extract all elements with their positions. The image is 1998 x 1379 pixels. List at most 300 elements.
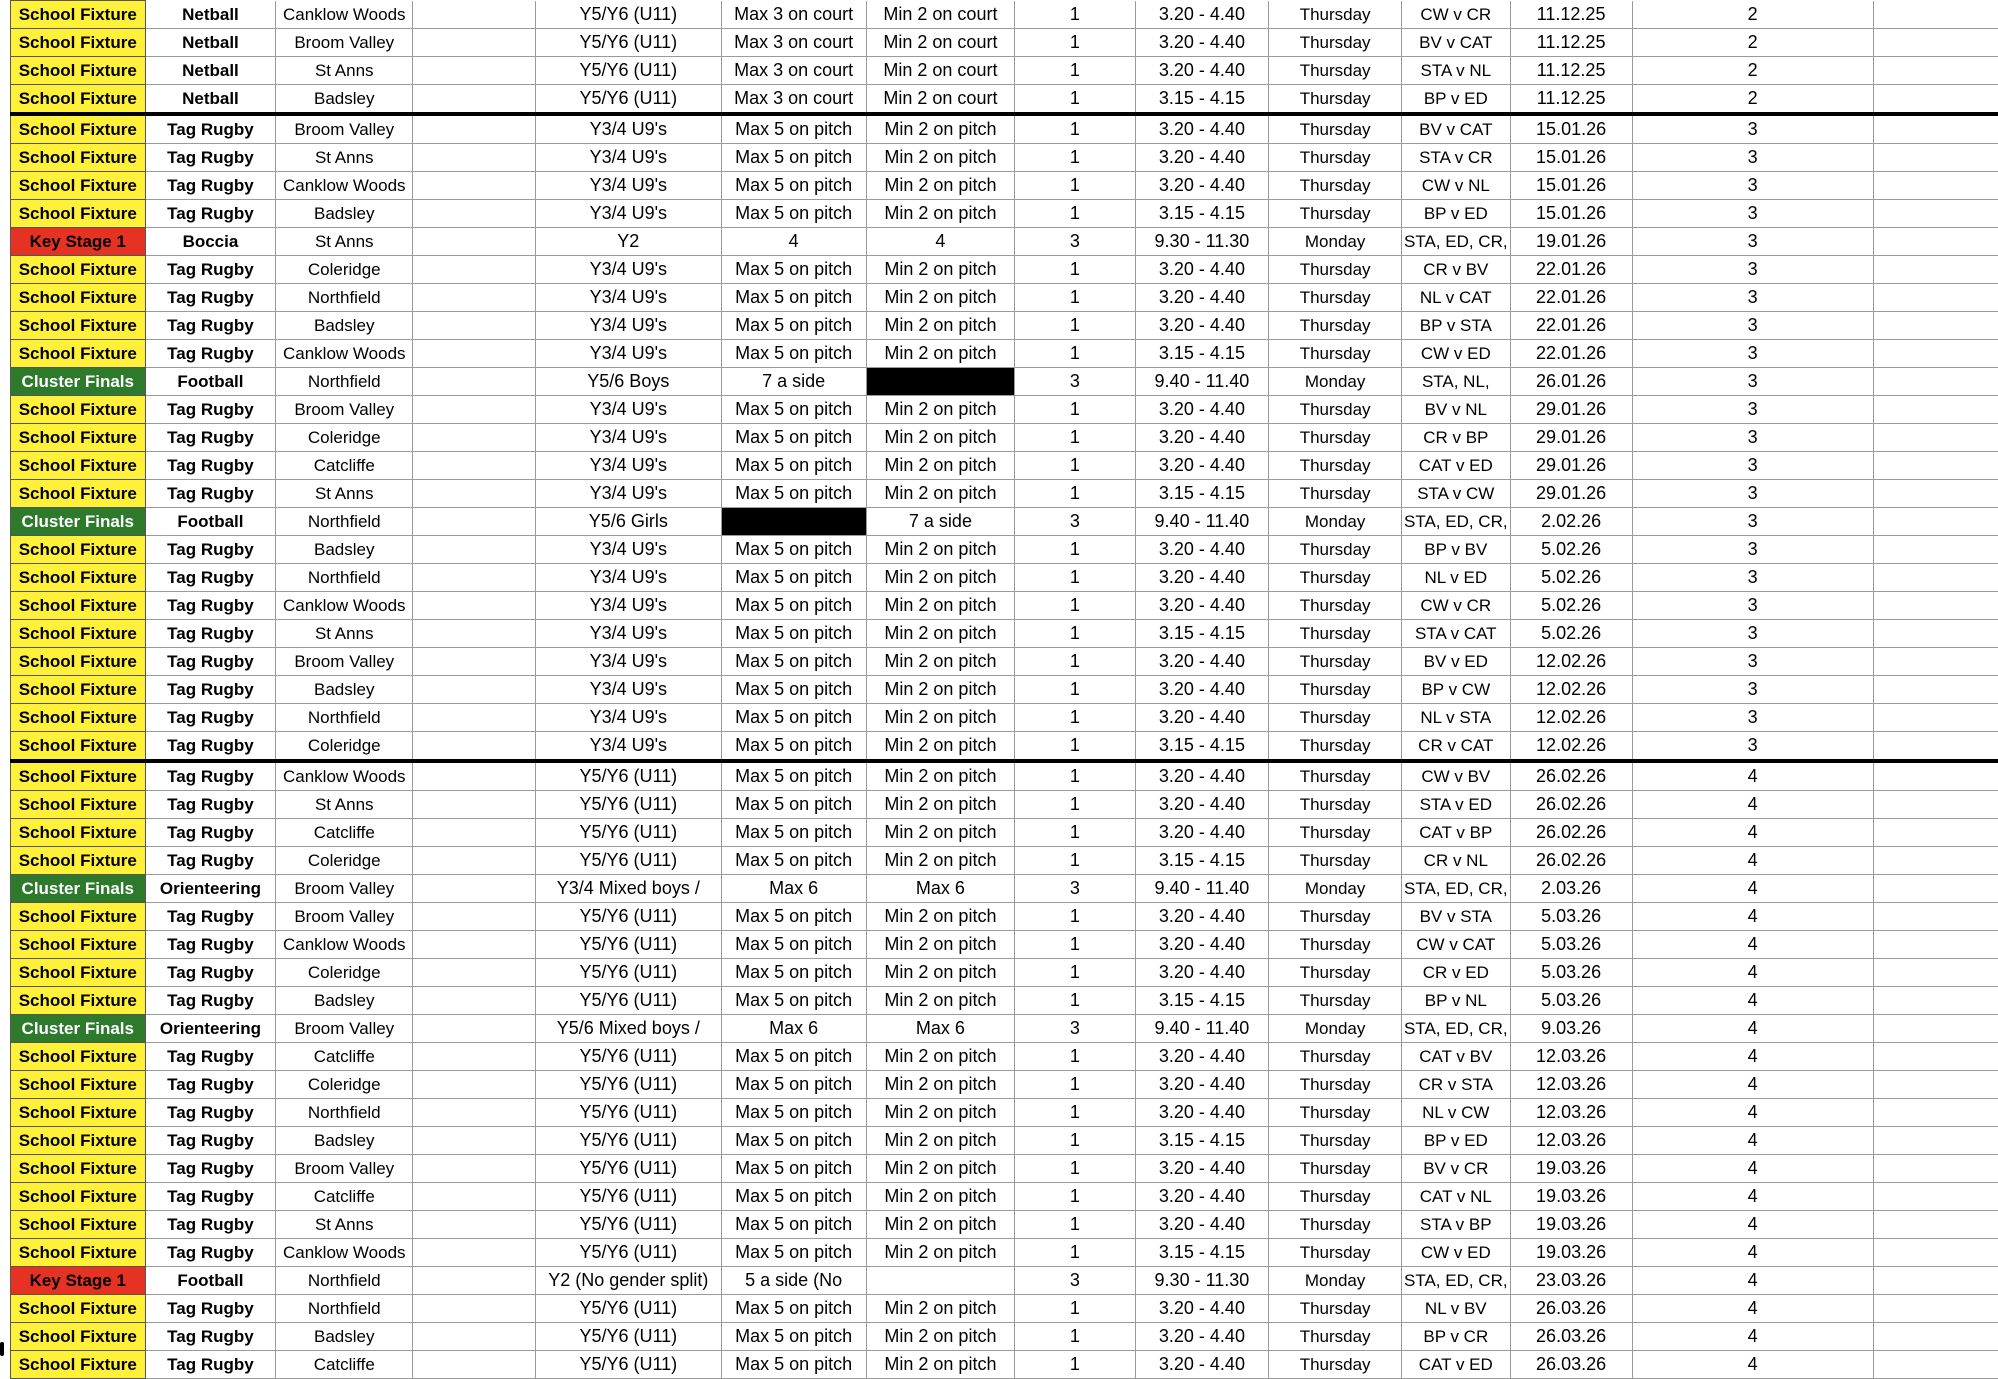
date-cell[interactable]: 19.03.26: [1510, 1211, 1632, 1239]
term-cell[interactable]: 3: [1632, 172, 1873, 200]
teams-cell[interactable]: BV v NL: [1402, 396, 1511, 424]
count-cell[interactable]: 1: [1015, 704, 1136, 732]
empty-cell[interactable]: [413, 732, 536, 762]
count-cell[interactable]: 1: [1015, 536, 1136, 564]
teams-cell[interactable]: BV v STA: [1402, 903, 1511, 931]
age-group-cell[interactable]: Y5/Y6 (U11): [536, 903, 721, 931]
date-cell[interactable]: 12.03.26: [1510, 1071, 1632, 1099]
activity-cell[interactable]: Tag Rugby: [145, 1127, 276, 1155]
day-cell[interactable]: Thursday: [1269, 114, 1402, 144]
empty-cell[interactable]: [413, 1351, 536, 1379]
term-cell[interactable]: 3: [1632, 676, 1873, 704]
day-cell[interactable]: Thursday: [1269, 1239, 1402, 1267]
category-cell[interactable]: School Fixture: [11, 791, 146, 819]
date-cell[interactable]: 2.03.26: [1510, 875, 1632, 903]
age-group-cell[interactable]: Y3/4 U9's: [536, 648, 721, 676]
time-cell[interactable]: 3.20 - 4.40: [1135, 1351, 1269, 1379]
spare-cell[interactable]: [1873, 340, 1998, 368]
activity-cell[interactable]: Netball: [145, 29, 276, 57]
term-cell[interactable]: 4: [1632, 791, 1873, 819]
time-cell[interactable]: 3.20 - 4.40: [1135, 452, 1269, 480]
term-cell[interactable]: 4: [1632, 959, 1873, 987]
venue-cell[interactable]: Catcliffe: [276, 1351, 413, 1379]
day-cell[interactable]: Thursday: [1269, 704, 1402, 732]
time-cell[interactable]: 3.15 - 4.15: [1135, 1239, 1269, 1267]
venue-cell[interactable]: Canklow Woods: [276, 592, 413, 620]
count-cell[interactable]: 1: [1015, 144, 1136, 172]
time-cell[interactable]: 3.20 - 4.40: [1135, 1155, 1269, 1183]
time-cell[interactable]: 3.20 - 4.40: [1135, 1043, 1269, 1071]
teams-cell[interactable]: CAT v ED: [1402, 1351, 1511, 1379]
teams-cell[interactable]: BP v CR: [1402, 1323, 1511, 1351]
spare-cell[interactable]: [1873, 791, 1998, 819]
category-cell[interactable]: School Fixture: [11, 480, 146, 508]
count-cell[interactable]: 1: [1015, 1071, 1136, 1099]
age-group-cell[interactable]: Y5/Y6 (U11): [536, 819, 721, 847]
term-cell[interactable]: 4: [1632, 1267, 1873, 1295]
spare-cell[interactable]: [1873, 114, 1998, 144]
teams-cell[interactable]: CR v NL: [1402, 847, 1511, 875]
min-players-cell[interactable]: Min 2 on pitch: [866, 452, 1014, 480]
max-players-cell[interactable]: Max 5 on pitch: [721, 1351, 866, 1379]
age-group-cell[interactable]: Y3/4 U9's: [536, 536, 721, 564]
venue-cell[interactable]: Canklow Woods: [276, 172, 413, 200]
activity-cell[interactable]: Tag Rugby: [145, 1043, 276, 1071]
term-cell[interactable]: 3: [1632, 396, 1873, 424]
activity-cell[interactable]: Tag Rugby: [145, 704, 276, 732]
venue-cell[interactable]: Broom Valley: [276, 114, 413, 144]
max-players-cell[interactable]: Max 5 on pitch: [721, 1127, 866, 1155]
teams-cell[interactable]: BP v NL: [1402, 987, 1511, 1015]
term-cell[interactable]: 4: [1632, 875, 1873, 903]
term-cell[interactable]: 4: [1632, 903, 1873, 931]
empty-cell[interactable]: [413, 1127, 536, 1155]
venue-cell[interactable]: Badsley: [276, 1323, 413, 1351]
venue-cell[interactable]: St Anns: [276, 480, 413, 508]
count-cell[interactable]: 1: [1015, 312, 1136, 340]
venue-cell[interactable]: Catcliffe: [276, 452, 413, 480]
time-cell[interactable]: 3.20 - 4.40: [1135, 791, 1269, 819]
teams-cell[interactable]: CW v ED: [1402, 1239, 1511, 1267]
day-cell[interactable]: Thursday: [1269, 564, 1402, 592]
date-cell[interactable]: 26.01.26: [1510, 368, 1632, 396]
venue-cell[interactable]: Broom Valley: [276, 875, 413, 903]
category-cell[interactable]: Cluster Finals: [11, 508, 146, 536]
term-cell[interactable]: 4: [1632, 1211, 1873, 1239]
date-cell[interactable]: 22.01.26: [1510, 284, 1632, 312]
age-group-cell[interactable]: Y5/Y6 (U11): [536, 931, 721, 959]
category-cell[interactable]: School Fixture: [11, 256, 146, 284]
day-cell[interactable]: Monday: [1269, 1015, 1402, 1043]
category-cell[interactable]: School Fixture: [11, 1323, 146, 1351]
day-cell[interactable]: Thursday: [1269, 1211, 1402, 1239]
age-group-cell[interactable]: Y3/4 U9's: [536, 114, 721, 144]
spare-cell[interactable]: [1873, 648, 1998, 676]
min-players-cell[interactable]: Min 2 on pitch: [866, 761, 1014, 791]
activity-cell[interactable]: Tag Rugby: [145, 1071, 276, 1099]
time-cell[interactable]: 3.15 - 4.15: [1135, 987, 1269, 1015]
teams-cell[interactable]: CR v STA: [1402, 1071, 1511, 1099]
age-group-cell[interactable]: Y5/Y6 (U11): [536, 1351, 721, 1379]
activity-cell[interactable]: Tag Rugby: [145, 732, 276, 762]
min-players-cell[interactable]: Min 2 on pitch: [866, 1351, 1014, 1379]
activity-cell[interactable]: Orienteering: [145, 1015, 276, 1043]
day-cell[interactable]: Thursday: [1269, 57, 1402, 85]
date-cell[interactable]: 22.01.26: [1510, 312, 1632, 340]
activity-cell[interactable]: Tag Rugby: [145, 676, 276, 704]
term-cell[interactable]: 3: [1632, 704, 1873, 732]
teams-cell[interactable]: STA v CR: [1402, 144, 1511, 172]
term-cell[interactable]: 4: [1632, 1071, 1873, 1099]
min-players-cell[interactable]: Max 6: [866, 875, 1014, 903]
empty-cell[interactable]: [413, 452, 536, 480]
term-cell[interactable]: 2: [1632, 29, 1873, 57]
min-players-cell[interactable]: Min 2 on pitch: [866, 676, 1014, 704]
day-cell[interactable]: Thursday: [1269, 592, 1402, 620]
max-players-cell[interactable]: Max 5 on pitch: [721, 1323, 866, 1351]
category-cell[interactable]: School Fixture: [11, 85, 146, 115]
min-players-cell[interactable]: Max 6: [866, 1015, 1014, 1043]
spare-cell[interactable]: [1873, 508, 1998, 536]
spare-cell[interactable]: [1873, 1295, 1998, 1323]
max-players-cell[interactable]: [721, 508, 866, 536]
activity-cell[interactable]: Netball: [145, 1, 276, 29]
min-players-cell[interactable]: Min 2 on pitch: [866, 648, 1014, 676]
time-cell[interactable]: 3.20 - 4.40: [1135, 761, 1269, 791]
date-cell[interactable]: 12.02.26: [1510, 704, 1632, 732]
time-cell[interactable]: 3.15 - 4.15: [1135, 480, 1269, 508]
date-cell[interactable]: 12.03.26: [1510, 1043, 1632, 1071]
max-players-cell[interactable]: Max 5 on pitch: [721, 396, 866, 424]
venue-cell[interactable]: Northfield: [276, 368, 413, 396]
count-cell[interactable]: 1: [1015, 592, 1136, 620]
count-cell[interactable]: 1: [1015, 57, 1136, 85]
min-players-cell[interactable]: Min 2 on pitch: [866, 791, 1014, 819]
count-cell[interactable]: 3: [1015, 1267, 1136, 1295]
count-cell[interactable]: 1: [1015, 847, 1136, 875]
age-group-cell[interactable]: Y5/6 Boys: [536, 368, 721, 396]
activity-cell[interactable]: Tag Rugby: [145, 564, 276, 592]
teams-cell[interactable]: STA v BP: [1402, 1211, 1511, 1239]
age-group-cell[interactable]: Y5/Y6 (U11): [536, 987, 721, 1015]
venue-cell[interactable]: Catcliffe: [276, 1183, 413, 1211]
count-cell[interactable]: 1: [1015, 480, 1136, 508]
venue-cell[interactable]: St Anns: [276, 144, 413, 172]
date-cell[interactable]: 5.02.26: [1510, 592, 1632, 620]
min-players-cell[interactable]: Min 2 on pitch: [866, 312, 1014, 340]
category-cell[interactable]: Key Stage 1: [11, 228, 146, 256]
max-players-cell[interactable]: Max 5 on pitch: [721, 1183, 866, 1211]
spare-cell[interactable]: [1873, 1015, 1998, 1043]
term-cell[interactable]: 3: [1632, 508, 1873, 536]
date-cell[interactable]: 26.03.26: [1510, 1351, 1632, 1379]
venue-cell[interactable]: Badsley: [276, 987, 413, 1015]
time-cell[interactable]: 3.15 - 4.15: [1135, 85, 1269, 115]
venue-cell[interactable]: Northfield: [276, 1295, 413, 1323]
venue-cell[interactable]: Coleridge: [276, 732, 413, 762]
min-players-cell[interactable]: Min 2 on pitch: [866, 931, 1014, 959]
category-cell[interactable]: School Fixture: [11, 676, 146, 704]
max-players-cell[interactable]: 5 a side (No: [721, 1267, 866, 1295]
empty-cell[interactable]: [413, 424, 536, 452]
age-group-cell[interactable]: Y3/4 U9's: [536, 732, 721, 762]
time-cell[interactable]: 3.15 - 4.15: [1135, 847, 1269, 875]
empty-cell[interactable]: [413, 1015, 536, 1043]
venue-cell[interactable]: Coleridge: [276, 847, 413, 875]
max-players-cell[interactable]: Max 5 on pitch: [721, 480, 866, 508]
venue-cell[interactable]: Badsley: [276, 312, 413, 340]
term-cell[interactable]: 3: [1632, 452, 1873, 480]
day-cell[interactable]: Thursday: [1269, 85, 1402, 115]
max-players-cell[interactable]: Max 6: [721, 875, 866, 903]
teams-cell[interactable]: BV v CR: [1402, 1155, 1511, 1183]
count-cell[interactable]: 1: [1015, 396, 1136, 424]
time-cell[interactable]: 3.15 - 4.15: [1135, 1127, 1269, 1155]
time-cell[interactable]: 3.15 - 4.15: [1135, 732, 1269, 762]
term-cell[interactable]: 3: [1632, 732, 1873, 762]
activity-cell[interactable]: Tag Rugby: [145, 931, 276, 959]
term-cell[interactable]: 2: [1632, 57, 1873, 85]
teams-cell[interactable]: STA, ED, CR,: [1402, 1267, 1511, 1295]
activity-cell[interactable]: Tag Rugby: [145, 396, 276, 424]
term-cell[interactable]: 4: [1632, 987, 1873, 1015]
day-cell[interactable]: Monday: [1269, 508, 1402, 536]
max-players-cell[interactable]: Max 6: [721, 1015, 866, 1043]
empty-cell[interactable]: [413, 284, 536, 312]
time-cell[interactable]: 3.20 - 4.40: [1135, 648, 1269, 676]
age-group-cell[interactable]: Y5/Y6 (U11): [536, 1127, 721, 1155]
time-cell[interactable]: 3.20 - 4.40: [1135, 1211, 1269, 1239]
day-cell[interactable]: Thursday: [1269, 1295, 1402, 1323]
spare-cell[interactable]: [1873, 144, 1998, 172]
max-players-cell[interactable]: Max 5 on pitch: [721, 819, 866, 847]
activity-cell[interactable]: Tag Rugby: [145, 592, 276, 620]
age-group-cell[interactable]: Y5/6 Mixed boys /: [536, 1015, 721, 1043]
term-cell[interactable]: 3: [1632, 424, 1873, 452]
date-cell[interactable]: 26.02.26: [1510, 847, 1632, 875]
time-cell[interactable]: 3.15 - 4.15: [1135, 620, 1269, 648]
activity-cell[interactable]: Tag Rugby: [145, 172, 276, 200]
category-cell[interactable]: School Fixture: [11, 1099, 146, 1127]
min-players-cell[interactable]: Min 2 on court: [866, 29, 1014, 57]
max-players-cell[interactable]: Max 5 on pitch: [721, 648, 866, 676]
min-players-cell[interactable]: Min 2 on pitch: [866, 256, 1014, 284]
empty-cell[interactable]: [413, 1071, 536, 1099]
age-group-cell[interactable]: Y5/Y6 (U11): [536, 1183, 721, 1211]
count-cell[interactable]: 3: [1015, 1015, 1136, 1043]
spare-cell[interactable]: [1873, 564, 1998, 592]
time-cell[interactable]: 3.20 - 4.40: [1135, 564, 1269, 592]
term-cell[interactable]: 4: [1632, 1323, 1873, 1351]
day-cell[interactable]: Thursday: [1269, 1127, 1402, 1155]
spare-cell[interactable]: [1873, 959, 1998, 987]
time-cell[interactable]: 3.20 - 4.40: [1135, 676, 1269, 704]
empty-cell[interactable]: [413, 1267, 536, 1295]
count-cell[interactable]: 3: [1015, 875, 1136, 903]
term-cell[interactable]: 4: [1632, 1099, 1873, 1127]
activity-cell[interactable]: Tag Rugby: [145, 1351, 276, 1379]
term-cell[interactable]: 3: [1632, 480, 1873, 508]
spare-cell[interactable]: [1873, 1155, 1998, 1183]
teams-cell[interactable]: CR v CAT: [1402, 732, 1511, 762]
empty-cell[interactable]: [413, 648, 536, 676]
max-players-cell[interactable]: Max 5 on pitch: [721, 424, 866, 452]
venue-cell[interactable]: Coleridge: [276, 1071, 413, 1099]
max-players-cell[interactable]: Max 5 on pitch: [721, 1211, 866, 1239]
count-cell[interactable]: 1: [1015, 1155, 1136, 1183]
term-cell[interactable]: 3: [1632, 536, 1873, 564]
venue-cell[interactable]: St Anns: [276, 57, 413, 85]
venue-cell[interactable]: St Anns: [276, 620, 413, 648]
day-cell[interactable]: Thursday: [1269, 312, 1402, 340]
category-cell[interactable]: School Fixture: [11, 1295, 146, 1323]
count-cell[interactable]: 1: [1015, 819, 1136, 847]
venue-cell[interactable]: Badsley: [276, 1127, 413, 1155]
date-cell[interactable]: 29.01.26: [1510, 452, 1632, 480]
spare-cell[interactable]: [1873, 452, 1998, 480]
spare-cell[interactable]: [1873, 284, 1998, 312]
spare-cell[interactable]: [1873, 57, 1998, 85]
day-cell[interactable]: Thursday: [1269, 648, 1402, 676]
teams-cell[interactable]: NL v CAT: [1402, 284, 1511, 312]
min-players-cell[interactable]: Min 2 on pitch: [866, 1295, 1014, 1323]
count-cell[interactable]: 1: [1015, 732, 1136, 762]
min-players-cell[interactable]: Min 2 on pitch: [866, 1043, 1014, 1071]
category-cell[interactable]: School Fixture: [11, 1, 146, 29]
term-cell[interactable]: 3: [1632, 340, 1873, 368]
activity-cell[interactable]: Tag Rugby: [145, 959, 276, 987]
day-cell[interactable]: Thursday: [1269, 536, 1402, 564]
venue-cell[interactable]: Catcliffe: [276, 1043, 413, 1071]
category-cell[interactable]: School Fixture: [11, 819, 146, 847]
empty-cell[interactable]: [413, 114, 536, 144]
age-group-cell[interactable]: Y2: [536, 228, 721, 256]
day-cell[interactable]: Thursday: [1269, 144, 1402, 172]
teams-cell[interactable]: CW v BV: [1402, 761, 1511, 791]
category-cell[interactable]: School Fixture: [11, 620, 146, 648]
max-players-cell[interactable]: Max 5 on pitch: [721, 452, 866, 480]
empty-cell[interactable]: [413, 508, 536, 536]
venue-cell[interactable]: St Anns: [276, 1211, 413, 1239]
day-cell[interactable]: Monday: [1269, 875, 1402, 903]
time-cell[interactable]: 3.20 - 4.40: [1135, 57, 1269, 85]
spare-cell[interactable]: [1873, 1, 1998, 29]
min-players-cell[interactable]: Min 2 on pitch: [866, 340, 1014, 368]
min-players-cell[interactable]: Min 2 on pitch: [866, 620, 1014, 648]
max-players-cell[interactable]: Max 5 on pitch: [721, 903, 866, 931]
day-cell[interactable]: Thursday: [1269, 256, 1402, 284]
count-cell[interactable]: 1: [1015, 676, 1136, 704]
venue-cell[interactable]: Broom Valley: [276, 1015, 413, 1043]
time-cell[interactable]: 3.15 - 4.15: [1135, 340, 1269, 368]
spare-cell[interactable]: [1873, 819, 1998, 847]
teams-cell[interactable]: CR v ED: [1402, 959, 1511, 987]
age-group-cell[interactable]: Y5/6 Girls: [536, 508, 721, 536]
day-cell[interactable]: Thursday: [1269, 396, 1402, 424]
activity-cell[interactable]: Tag Rugby: [145, 648, 276, 676]
date-cell[interactable]: 5.02.26: [1510, 564, 1632, 592]
count-cell[interactable]: 1: [1015, 1211, 1136, 1239]
activity-cell[interactable]: Tag Rugby: [145, 312, 276, 340]
age-group-cell[interactable]: Y3/4 U9's: [536, 424, 721, 452]
min-players-cell[interactable]: Min 2 on pitch: [866, 1183, 1014, 1211]
max-players-cell[interactable]: Max 5 on pitch: [721, 1071, 866, 1099]
min-players-cell[interactable]: Min 2 on pitch: [866, 396, 1014, 424]
age-group-cell[interactable]: Y3/4 U9's: [536, 564, 721, 592]
spare-cell[interactable]: [1873, 1267, 1998, 1295]
min-players-cell[interactable]: 7 a side: [866, 508, 1014, 536]
date-cell[interactable]: 22.01.26: [1510, 256, 1632, 284]
min-players-cell[interactable]: 4: [866, 228, 1014, 256]
category-cell[interactable]: School Fixture: [11, 1239, 146, 1267]
min-players-cell[interactable]: Min 2 on pitch: [866, 1071, 1014, 1099]
category-cell[interactable]: School Fixture: [11, 200, 146, 228]
category-cell[interactable]: Cluster Finals: [11, 368, 146, 396]
category-cell[interactable]: School Fixture: [11, 592, 146, 620]
empty-cell[interactable]: [413, 312, 536, 340]
max-players-cell[interactable]: Max 5 on pitch: [721, 256, 866, 284]
day-cell[interactable]: Thursday: [1269, 903, 1402, 931]
teams-cell[interactable]: CR v BP: [1402, 424, 1511, 452]
date-cell[interactable]: 22.01.26: [1510, 340, 1632, 368]
activity-cell[interactable]: Football: [145, 508, 276, 536]
day-cell[interactable]: Thursday: [1269, 424, 1402, 452]
max-players-cell[interactable]: Max 5 on pitch: [721, 987, 866, 1015]
empty-cell[interactable]: [413, 1295, 536, 1323]
max-players-cell[interactable]: Max 5 on pitch: [721, 172, 866, 200]
time-cell[interactable]: 9.30 - 11.30: [1135, 228, 1269, 256]
venue-cell[interactable]: Coleridge: [276, 959, 413, 987]
spare-cell[interactable]: [1873, 620, 1998, 648]
max-players-cell[interactable]: Max 5 on pitch: [721, 312, 866, 340]
spare-cell[interactable]: [1873, 368, 1998, 396]
empty-cell[interactable]: [413, 144, 536, 172]
date-cell[interactable]: 26.03.26: [1510, 1323, 1632, 1351]
date-cell[interactable]: 5.03.26: [1510, 903, 1632, 931]
venue-cell[interactable]: Badsley: [276, 200, 413, 228]
date-cell[interactable]: 15.01.26: [1510, 114, 1632, 144]
spare-cell[interactable]: [1873, 847, 1998, 875]
age-group-cell[interactable]: Y3/4 U9's: [536, 256, 721, 284]
date-cell[interactable]: 11.12.25: [1510, 85, 1632, 115]
empty-cell[interactable]: [413, 761, 536, 791]
time-cell[interactable]: 3.20 - 4.40: [1135, 704, 1269, 732]
activity-cell[interactable]: Tag Rugby: [145, 284, 276, 312]
spare-cell[interactable]: [1873, 1183, 1998, 1211]
spare-cell[interactable]: [1873, 536, 1998, 564]
count-cell[interactable]: 1: [1015, 284, 1136, 312]
category-cell[interactable]: School Fixture: [11, 1071, 146, 1099]
age-group-cell[interactable]: Y5/Y6 (U11): [536, 1239, 721, 1267]
age-group-cell[interactable]: Y5/Y6 (U11): [536, 29, 721, 57]
min-players-cell[interactable]: Min 2 on pitch: [866, 200, 1014, 228]
venue-cell[interactable]: Northfield: [276, 508, 413, 536]
min-players-cell[interactable]: Min 2 on pitch: [866, 959, 1014, 987]
teams-cell[interactable]: STA v CAT: [1402, 620, 1511, 648]
spare-cell[interactable]: [1873, 1071, 1998, 1099]
activity-cell[interactable]: Tag Rugby: [145, 847, 276, 875]
venue-cell[interactable]: Catcliffe: [276, 819, 413, 847]
term-cell[interactable]: 2: [1632, 85, 1873, 115]
category-cell[interactable]: School Fixture: [11, 114, 146, 144]
category-cell[interactable]: School Fixture: [11, 57, 146, 85]
teams-cell[interactable]: STA v CW: [1402, 480, 1511, 508]
min-players-cell[interactable]: Min 2 on court: [866, 85, 1014, 115]
term-cell[interactable]: 4: [1632, 1155, 1873, 1183]
activity-cell[interactable]: Tag Rugby: [145, 200, 276, 228]
max-players-cell[interactable]: Max 5 on pitch: [721, 761, 866, 791]
spare-cell[interactable]: [1873, 396, 1998, 424]
